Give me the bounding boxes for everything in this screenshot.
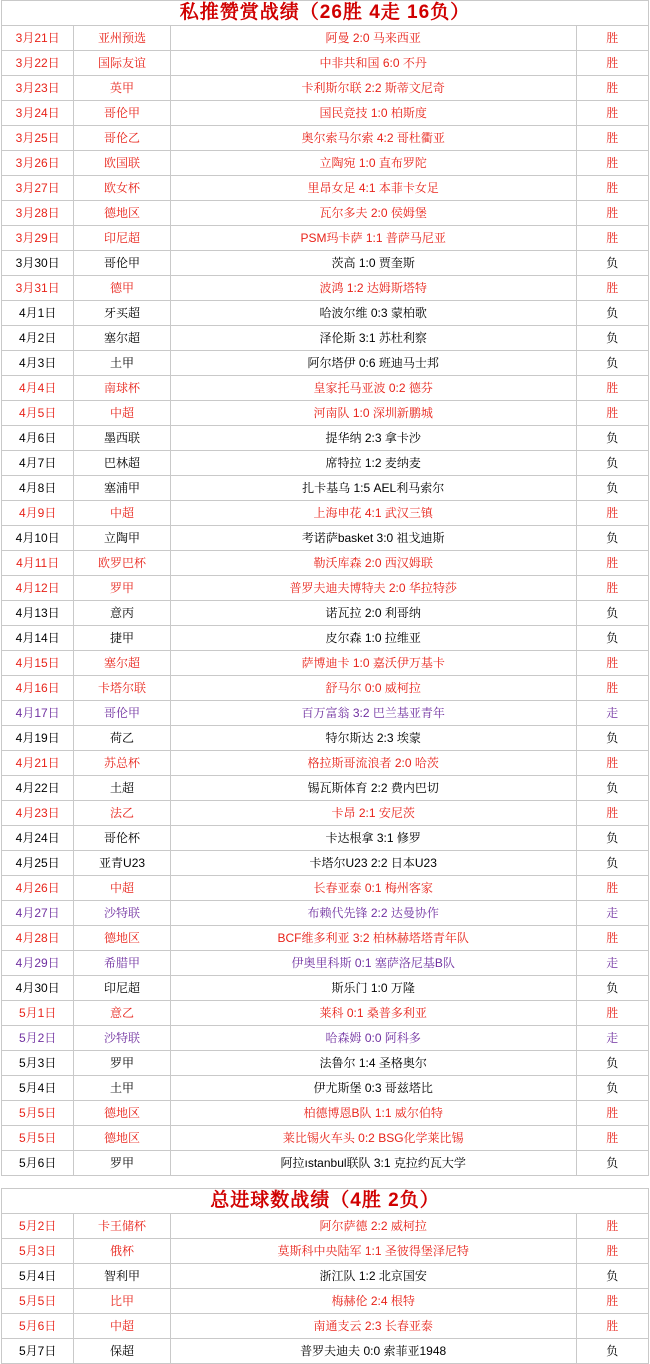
cell-league: 罗甲 bbox=[74, 1051, 170, 1076]
cell-match: 斯乐门 1:0 万隆 bbox=[170, 976, 576, 1001]
cell-result: 走 bbox=[576, 1026, 648, 1051]
cell-result: 胜 bbox=[576, 551, 648, 576]
table-row bbox=[2, 276, 649, 301]
cell-match: 阿尔萨德 2:2 威柯拉 bbox=[170, 1214, 576, 1239]
cell-league: 德地区 bbox=[74, 926, 170, 951]
cell-league: 哥伦甲 bbox=[74, 701, 170, 726]
table-row bbox=[2, 76, 649, 101]
cell-league: 立陶甲 bbox=[74, 526, 170, 551]
cell-league: 罗甲 bbox=[74, 1151, 170, 1176]
cell-result: 胜 bbox=[576, 126, 648, 151]
cell-match: 莱科 0:1 桑普多利亚 bbox=[170, 1001, 576, 1026]
table-row bbox=[2, 326, 649, 351]
cell-result: 胜 bbox=[576, 276, 648, 301]
table-row bbox=[2, 1101, 649, 1126]
cell-match: 布赖代先锋 2:2 达曼协作 bbox=[170, 901, 576, 926]
cell-league: 亚青U23 bbox=[74, 851, 170, 876]
table-row bbox=[2, 851, 649, 876]
cell-match: 长春亚泰 0:1 梅州客家 bbox=[170, 876, 576, 901]
cell-date: 3月31日 bbox=[2, 276, 74, 301]
table-row bbox=[2, 676, 649, 701]
section-title-row bbox=[2, 1189, 649, 1214]
cell-result: 负 bbox=[576, 1051, 648, 1076]
cell-league: 中超 bbox=[74, 401, 170, 426]
cell-date: 4月8日 bbox=[2, 476, 74, 501]
cell-date: 4月14日 bbox=[2, 626, 74, 651]
cell-league: 印尼超 bbox=[74, 976, 170, 1001]
cell-date: 3月21日 bbox=[2, 26, 74, 51]
table-row bbox=[2, 1264, 649, 1289]
table-row bbox=[2, 251, 649, 276]
cell-match: 立陶宛 1:0 直布罗陀 bbox=[170, 151, 576, 176]
cell-result: 胜 bbox=[576, 1214, 648, 1239]
cell-league: 墨西联 bbox=[74, 426, 170, 451]
cell-league: 哥伦甲 bbox=[74, 251, 170, 276]
cell-date: 4月26日 bbox=[2, 876, 74, 901]
table-row bbox=[2, 801, 649, 826]
cell-league: 塞尔超 bbox=[74, 326, 170, 351]
cell-date: 3月23日 bbox=[2, 76, 74, 101]
cell-result: 胜 bbox=[576, 501, 648, 526]
cell-date: 4月19日 bbox=[2, 726, 74, 751]
cell-match: 提华纳 2:3 拿卡沙 bbox=[170, 426, 576, 451]
table-row bbox=[2, 501, 649, 526]
cell-result: 胜 bbox=[576, 576, 648, 601]
cell-match: 普罗夫迪夫博特夫 2:0 华拉特莎 bbox=[170, 576, 576, 601]
cell-date: 3月28日 bbox=[2, 201, 74, 226]
cell-league: 国际友谊 bbox=[74, 51, 170, 76]
cell-league: 塞尔超 bbox=[74, 651, 170, 676]
cell-result: 负 bbox=[576, 451, 648, 476]
cell-league: 哥伦杯 bbox=[74, 826, 170, 851]
cell-league: 中超 bbox=[74, 876, 170, 901]
table-row bbox=[2, 826, 649, 851]
cell-match: 泽伦斯 3:1 苏杜利察 bbox=[170, 326, 576, 351]
cell-date: 3月30日 bbox=[2, 251, 74, 276]
cell-match: 勒沃库森 2:0 西汉姆联 bbox=[170, 551, 576, 576]
cell-result: 负 bbox=[576, 351, 648, 376]
cell-date: 4月17日 bbox=[2, 701, 74, 726]
cell-league: 德地区 bbox=[74, 1101, 170, 1126]
cell-date: 5月6日 bbox=[2, 1151, 74, 1176]
cell-date: 3月27日 bbox=[2, 176, 74, 201]
cell-result: 负 bbox=[576, 1076, 648, 1101]
table-row bbox=[2, 976, 649, 1001]
cell-league: 法乙 bbox=[74, 801, 170, 826]
cell-date: 4月16日 bbox=[2, 676, 74, 701]
cell-result: 负 bbox=[576, 526, 648, 551]
cell-result: 胜 bbox=[576, 1101, 648, 1126]
cell-match: 卡利斯尔联 2:2 斯蒂文尼奇 bbox=[170, 76, 576, 101]
cell-result: 胜 bbox=[576, 76, 648, 101]
cell-result: 走 bbox=[576, 901, 648, 926]
cell-result: 胜 bbox=[576, 926, 648, 951]
cell-date: 5月2日 bbox=[2, 1026, 74, 1051]
cell-date: 3月29日 bbox=[2, 226, 74, 251]
cell-league: 罗甲 bbox=[74, 576, 170, 601]
cell-result: 胜 bbox=[576, 676, 648, 701]
cell-match: 席特拉 1:2 麦纳麦 bbox=[170, 451, 576, 476]
section-table-1 bbox=[1, 1188, 649, 1364]
cell-date: 5月4日 bbox=[2, 1264, 74, 1289]
cell-match: 茨高 1:0 贾奎斯 bbox=[170, 251, 576, 276]
table-row bbox=[2, 551, 649, 576]
cell-date: 4月15日 bbox=[2, 651, 74, 676]
cell-result: 负 bbox=[576, 301, 648, 326]
cell-match: 皮尔森 1:0 拉维亚 bbox=[170, 626, 576, 651]
table-row bbox=[2, 751, 649, 776]
table-row bbox=[2, 401, 649, 426]
cell-match: 中非共和国 6:0 不丹 bbox=[170, 51, 576, 76]
table-row bbox=[2, 1151, 649, 1176]
table-row bbox=[2, 151, 649, 176]
cell-result: 胜 bbox=[576, 1239, 648, 1264]
cell-league: 保超 bbox=[74, 1339, 170, 1364]
table-row bbox=[2, 1339, 649, 1364]
cell-match: 百万富翁 3:2 巴兰基亚青年 bbox=[170, 701, 576, 726]
cell-match: 阿曼 2:0 马来西亚 bbox=[170, 26, 576, 51]
table-row bbox=[2, 201, 649, 226]
section-title-row bbox=[2, 1, 649, 26]
cell-date: 5月1日 bbox=[2, 1001, 74, 1026]
cell-result: 胜 bbox=[576, 376, 648, 401]
section-title: 总进球数战绩（4胜 2负） bbox=[2, 1189, 649, 1214]
table-row bbox=[2, 951, 649, 976]
table-row bbox=[2, 126, 649, 151]
cell-date: 5月6日 bbox=[2, 1314, 74, 1339]
table-row bbox=[2, 1314, 649, 1339]
cell-date: 5月2日 bbox=[2, 1214, 74, 1239]
cell-date: 4月10日 bbox=[2, 526, 74, 551]
cell-result: 胜 bbox=[576, 1289, 648, 1314]
cell-league: 土超 bbox=[74, 776, 170, 801]
cell-match: 普罗夫迪夫 0:0 索菲亚1948 bbox=[170, 1339, 576, 1364]
cell-league: 印尼超 bbox=[74, 226, 170, 251]
cell-date: 4月6日 bbox=[2, 426, 74, 451]
cell-league: 英甲 bbox=[74, 76, 170, 101]
cell-match: 里昂女足 4:1 本菲卡女足 bbox=[170, 176, 576, 201]
cell-date: 4月5日 bbox=[2, 401, 74, 426]
cell-result: 胜 bbox=[576, 26, 648, 51]
cell-date: 4月27日 bbox=[2, 901, 74, 926]
cell-result: 胜 bbox=[576, 801, 648, 826]
cell-result: 负 bbox=[576, 826, 648, 851]
cell-league: 欧女杯 bbox=[74, 176, 170, 201]
table-row bbox=[2, 376, 649, 401]
cell-match: 莱比锡火车头 0:2 BSG化学莱比锡 bbox=[170, 1126, 576, 1151]
cell-match: 特尔斯达 2:3 埃蒙 bbox=[170, 726, 576, 751]
cell-date: 4月13日 bbox=[2, 601, 74, 626]
cell-match: 伊尤斯堡 0:3 哥兹塔比 bbox=[170, 1076, 576, 1101]
cell-result: 胜 bbox=[576, 876, 648, 901]
cell-result: 胜 bbox=[576, 751, 648, 776]
cell-date: 4月7日 bbox=[2, 451, 74, 476]
cell-league: 塞浦甲 bbox=[74, 476, 170, 501]
cell-result: 胜 bbox=[576, 176, 648, 201]
cell-date: 5月3日 bbox=[2, 1239, 74, 1264]
cell-league: 哥伦甲 bbox=[74, 101, 170, 126]
cell-date: 5月3日 bbox=[2, 1051, 74, 1076]
cell-league: 亚州预选 bbox=[74, 26, 170, 51]
table-row bbox=[2, 601, 649, 626]
cell-league: 德地区 bbox=[74, 201, 170, 226]
cell-match: 柏德博恩B队 1:1 威尔伯特 bbox=[170, 1101, 576, 1126]
cell-date: 4月3日 bbox=[2, 351, 74, 376]
cell-date: 3月24日 bbox=[2, 101, 74, 126]
cell-result: 胜 bbox=[576, 151, 648, 176]
cell-league: 德甲 bbox=[74, 276, 170, 301]
cell-league: 欧国联 bbox=[74, 151, 170, 176]
cell-match: 萨博迪卡 1:0 嘉沃伊万基卡 bbox=[170, 651, 576, 676]
cell-match: 锡瓦斯体育 2:2 费内巴切 bbox=[170, 776, 576, 801]
cell-league: 南球杯 bbox=[74, 376, 170, 401]
cell-result: 负 bbox=[576, 626, 648, 651]
cell-result: 负 bbox=[576, 326, 648, 351]
cell-date: 3月25日 bbox=[2, 126, 74, 151]
table-row bbox=[2, 926, 649, 951]
cell-league: 卡王储杯 bbox=[74, 1214, 170, 1239]
cell-match: 舒马尔 0:0 威柯拉 bbox=[170, 676, 576, 701]
cell-league: 意丙 bbox=[74, 601, 170, 626]
cell-result: 胜 bbox=[576, 651, 648, 676]
cell-match: 奥尔索马尔索 4:2 哥杜衢亚 bbox=[170, 126, 576, 151]
table-row bbox=[2, 876, 649, 901]
table-row bbox=[2, 1001, 649, 1026]
cell-result: 负 bbox=[576, 426, 648, 451]
cell-date: 4月21日 bbox=[2, 751, 74, 776]
table-row bbox=[2, 901, 649, 926]
cell-result: 胜 bbox=[576, 226, 648, 251]
cell-league: 德地区 bbox=[74, 1126, 170, 1151]
cell-result: 走 bbox=[576, 701, 648, 726]
cell-match: PSM玛卡萨 1:1 普萨马尼亚 bbox=[170, 226, 576, 251]
table-row bbox=[2, 1289, 649, 1314]
cell-date: 5月5日 bbox=[2, 1289, 74, 1314]
cell-date: 4月22日 bbox=[2, 776, 74, 801]
cell-match: 格拉斯哥流浪者 2:0 哈茨 bbox=[170, 751, 576, 776]
cell-result: 负 bbox=[576, 251, 648, 276]
cell-league: 智利甲 bbox=[74, 1264, 170, 1289]
cell-league: 土甲 bbox=[74, 351, 170, 376]
cell-date: 4月2日 bbox=[2, 326, 74, 351]
cell-result: 负 bbox=[576, 601, 648, 626]
cell-league: 沙特联 bbox=[74, 901, 170, 926]
cell-league: 比甲 bbox=[74, 1289, 170, 1314]
cell-result: 胜 bbox=[576, 1001, 648, 1026]
table-row bbox=[2, 776, 649, 801]
table-row bbox=[2, 226, 649, 251]
cell-date: 5月5日 bbox=[2, 1126, 74, 1151]
cell-date: 4月25日 bbox=[2, 851, 74, 876]
cell-date: 4月23日 bbox=[2, 801, 74, 826]
table-row bbox=[2, 1126, 649, 1151]
cell-match: 卡昂 2:1 安尼茨 bbox=[170, 801, 576, 826]
cell-league: 捷甲 bbox=[74, 626, 170, 651]
table-row bbox=[2, 176, 649, 201]
cell-league: 中超 bbox=[74, 501, 170, 526]
cell-date: 4月28日 bbox=[2, 926, 74, 951]
section-separator bbox=[0, 1176, 650, 1188]
cell-date: 4月1日 bbox=[2, 301, 74, 326]
cell-result: 负 bbox=[576, 851, 648, 876]
cell-result: 胜 bbox=[576, 51, 648, 76]
cell-match: 阿拉ıstanbul联队 3:1 克拉约瓦大学 bbox=[170, 1151, 576, 1176]
cell-league: 卡塔尔联 bbox=[74, 676, 170, 701]
table-row bbox=[2, 1239, 649, 1264]
cell-result: 走 bbox=[576, 951, 648, 976]
cell-date: 4月29日 bbox=[2, 951, 74, 976]
cell-date: 3月22日 bbox=[2, 51, 74, 76]
cell-match: 考诺萨basket 3:0 祖戈迪斯 bbox=[170, 526, 576, 551]
table-row bbox=[2, 726, 649, 751]
cell-result: 负 bbox=[576, 476, 648, 501]
cell-match: 卡达根拿 3:1 修罗 bbox=[170, 826, 576, 851]
table-row bbox=[2, 351, 649, 376]
table-row bbox=[2, 526, 649, 551]
cell-match: BCF维多利亚 3:2 柏林赫塔塔青年队 bbox=[170, 926, 576, 951]
table-row bbox=[2, 476, 649, 501]
table-row bbox=[2, 1076, 649, 1101]
cell-date: 5月5日 bbox=[2, 1101, 74, 1126]
cell-league: 哥伦乙 bbox=[74, 126, 170, 151]
cell-league: 希腊甲 bbox=[74, 951, 170, 976]
section-title: 私推赞赏战绩（26胜 4走 16负） bbox=[2, 1, 649, 26]
table-row bbox=[2, 576, 649, 601]
table-row bbox=[2, 101, 649, 126]
cell-result: 胜 bbox=[576, 101, 648, 126]
cell-result: 负 bbox=[576, 976, 648, 1001]
cell-date: 5月4日 bbox=[2, 1076, 74, 1101]
table-row bbox=[2, 651, 649, 676]
cell-result: 负 bbox=[576, 776, 648, 801]
cell-match: 梅赫伦 2:4 根特 bbox=[170, 1289, 576, 1314]
cell-date: 4月30日 bbox=[2, 976, 74, 1001]
cell-match: 哈森姆 0:0 阿科多 bbox=[170, 1026, 576, 1051]
table-row bbox=[2, 451, 649, 476]
cell-match: 浙江队 1:2 北京国安 bbox=[170, 1264, 576, 1289]
cell-match: 瓦尔多夫 2:0 侯姆堡 bbox=[170, 201, 576, 226]
cell-league: 牙买超 bbox=[74, 301, 170, 326]
table-row bbox=[2, 626, 649, 651]
cell-result: 胜 bbox=[576, 201, 648, 226]
cell-date: 3月26日 bbox=[2, 151, 74, 176]
cell-date: 4月4日 bbox=[2, 376, 74, 401]
cell-match: 莫斯科中央陆军 1:1 圣彼得堡泽尼特 bbox=[170, 1239, 576, 1264]
table-row bbox=[2, 1051, 649, 1076]
cell-match: 阿尔塔伊 0:6 班迪马士邦 bbox=[170, 351, 576, 376]
cell-result: 胜 bbox=[576, 1126, 648, 1151]
cell-league: 意乙 bbox=[74, 1001, 170, 1026]
cell-date: 5月7日 bbox=[2, 1339, 74, 1364]
cell-result: 负 bbox=[576, 1151, 648, 1176]
cell-match: 国民竞技 1:0 柏斯度 bbox=[170, 101, 576, 126]
cell-league: 俄杯 bbox=[74, 1239, 170, 1264]
table-row bbox=[2, 301, 649, 326]
cell-date: 4月24日 bbox=[2, 826, 74, 851]
cell-date: 4月11日 bbox=[2, 551, 74, 576]
cell-league: 巴林超 bbox=[74, 451, 170, 476]
table-row bbox=[2, 701, 649, 726]
table-row bbox=[2, 51, 649, 76]
cell-match: 哈波尔维 0:3 蒙柏歌 bbox=[170, 301, 576, 326]
cell-match: 上海申花 4:1 武汉三镇 bbox=[170, 501, 576, 526]
cell-match: 卡塔尔U23 2:2 日本U23 bbox=[170, 851, 576, 876]
cell-league: 苏总杯 bbox=[74, 751, 170, 776]
cell-result: 胜 bbox=[576, 401, 648, 426]
cell-match: 扎卡基乌 1:5 AEL利马索尔 bbox=[170, 476, 576, 501]
cell-league: 荷乙 bbox=[74, 726, 170, 751]
cell-date: 4月12日 bbox=[2, 576, 74, 601]
cell-date: 4月9日 bbox=[2, 501, 74, 526]
cell-league: 欧罗巴杯 bbox=[74, 551, 170, 576]
cell-match: 波鸿 1:2 达姆斯塔特 bbox=[170, 276, 576, 301]
cell-league: 沙特联 bbox=[74, 1026, 170, 1051]
cell-match: 诺瓦拉 2:0 利哥纳 bbox=[170, 601, 576, 626]
section-table-0 bbox=[1, 0, 649, 1176]
cell-match: 南通支云 2:3 长春亚泰 bbox=[170, 1314, 576, 1339]
table-row bbox=[2, 26, 649, 51]
table-row bbox=[2, 426, 649, 451]
cell-match: 伊奥里科斯 0:1 塞萨洛尼基B队 bbox=[170, 951, 576, 976]
cell-match: 法鲁尔 1:4 圣格奥尔 bbox=[170, 1051, 576, 1076]
cell-result: 负 bbox=[576, 1339, 648, 1364]
cell-result: 胜 bbox=[576, 1314, 648, 1339]
table-row bbox=[2, 1214, 649, 1239]
cell-result: 负 bbox=[576, 1264, 648, 1289]
table-row bbox=[2, 1026, 649, 1051]
cell-result: 负 bbox=[576, 726, 648, 751]
cell-league: 中超 bbox=[74, 1314, 170, 1339]
cell-league: 土甲 bbox=[74, 1076, 170, 1101]
cell-match: 皇家托马亚波 0:2 德芬 bbox=[170, 376, 576, 401]
cell-match: 河南队 1:0 深圳新鹏城 bbox=[170, 401, 576, 426]
